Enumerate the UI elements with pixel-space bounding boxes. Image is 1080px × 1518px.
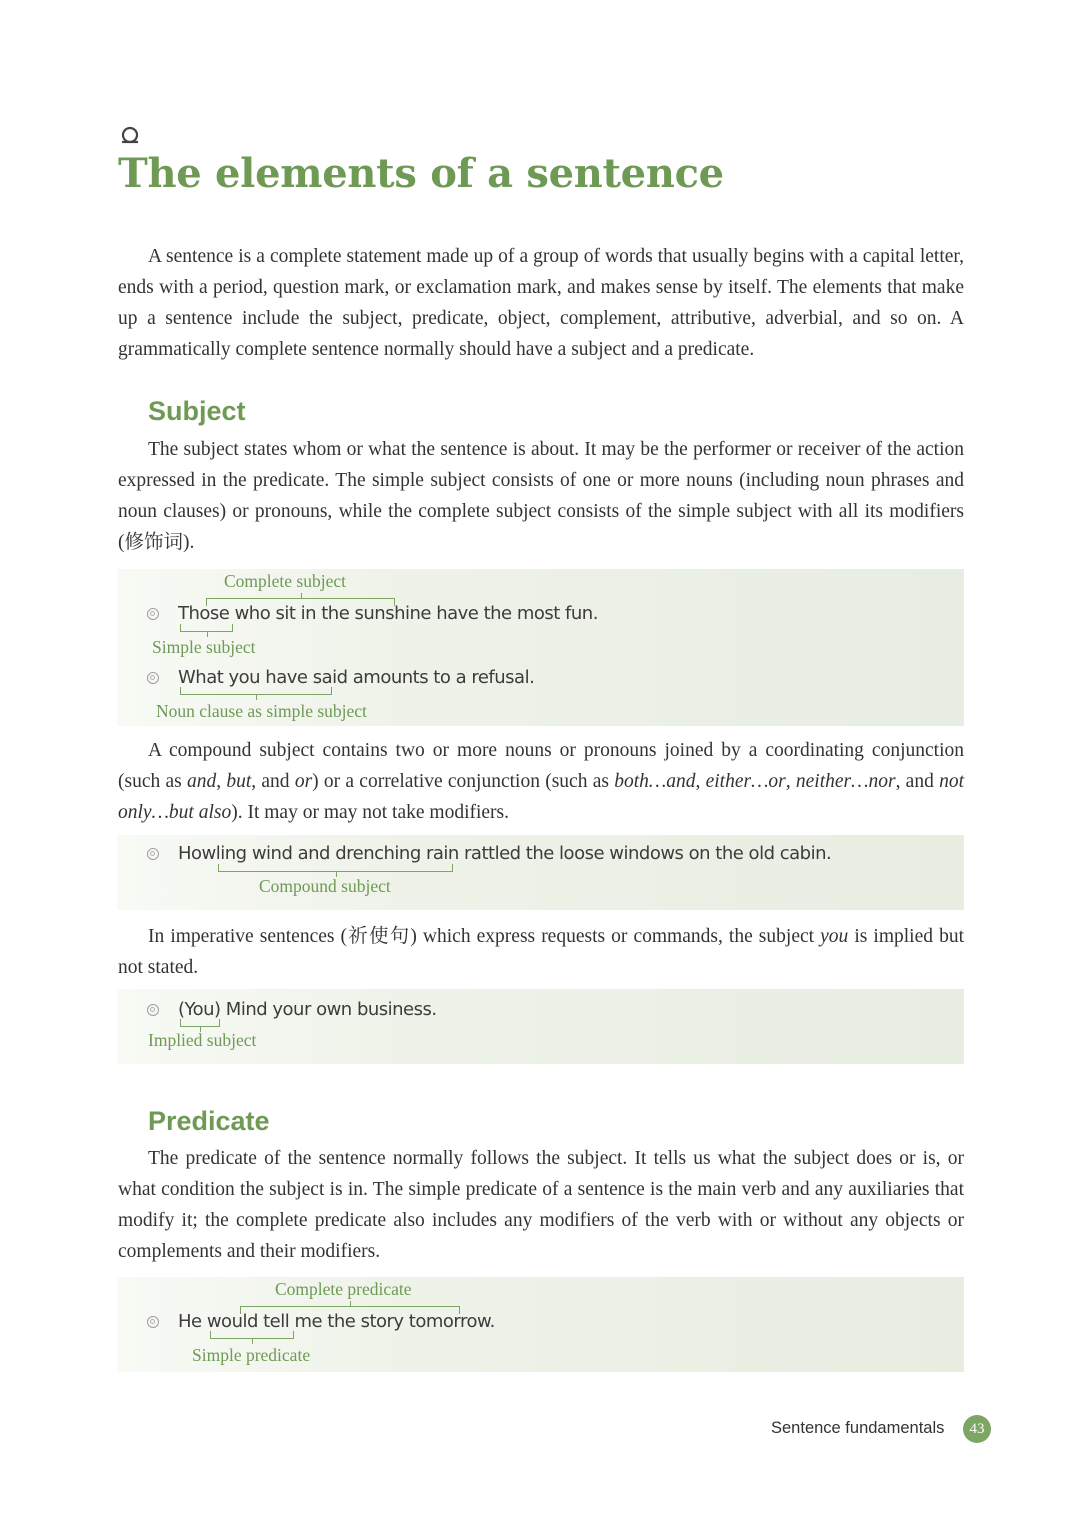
imperative-paragraph: In imperative sentences (祈使句) which express requests or commands, the subject you is implied but not stated. bbox=[118, 926, 965, 978]
example-sentence: Those who sit in the sunshine have the most fun. bbox=[178, 603, 598, 624]
example-bullet-icon bbox=[147, 1004, 159, 1016]
simple-predicate-bracket bbox=[210, 1331, 294, 1339]
page-number: 43 bbox=[963, 1415, 991, 1443]
complete-predicate-label: Complete predicate bbox=[275, 1279, 412, 1299]
subject-heading: Subject bbox=[148, 396, 246, 426]
predicate-paragraph: The predicate of the sentence normally follows the subject. It tells us what the subject does or is, or what condition the subject is in. The simple predicate of a sentence is the main verb and any auxiliaries that modify it; the complete predicate also includes any modifiers of the verb with or without any objects or complements and their modifiers. bbox=[118, 1148, 964, 1262]
subject-paragraph: The subject states whom or what the sentence is about. It may be the performer or receiver of the action expressed in the predicate. The simple subject consists of one or more nouns (including noun phrases and noun clauses) or pronouns, while the complete subject consists of the simple subject with all its modifiers (修饰词). bbox=[118, 439, 964, 553]
example-sentence: He would tell me the story tomorrow. bbox=[178, 1311, 495, 1332]
noun-clause-bracket bbox=[180, 687, 332, 695]
example-bullet-icon bbox=[147, 1316, 159, 1328]
compound-subject-bracket bbox=[218, 864, 453, 872]
example-bullet-icon bbox=[147, 848, 159, 860]
example-sentence: What you have said amounts to a refusal. bbox=[178, 667, 535, 688]
simple-subject-label: Simple subject bbox=[152, 637, 256, 657]
footer-section-title: Sentence fundamentals bbox=[771, 1419, 945, 1437]
example-sentence: Howling wind and drenching rain rattled the loose windows on the old cabin. bbox=[178, 843, 832, 864]
compound-subject-paragraph: A compound subject contains two or more nouns or pronouns joined by a coordinating conjunction (such as and, but, and or) or a correlative conjunction (such as both…and, either…or, neither…nor, and not only…but also). It may or may not take modifiers. bbox=[118, 740, 965, 823]
simple-subject-bracket bbox=[180, 624, 233, 632]
complete-subject-label: Complete subject bbox=[224, 571, 346, 591]
page-title: The elements of a sentence bbox=[118, 150, 724, 197]
example-bullet-icon bbox=[147, 672, 159, 684]
implied-subject-label: Implied subject bbox=[148, 1030, 257, 1050]
example-bullet-icon bbox=[147, 608, 159, 620]
intro-paragraph: A sentence is a complete statement made up of a group of words that usually begins with a capital letter, ends with a period, question mark, or exclamation mark, and makes sense by itself. The elements that make up a sentence include the subject, predicate, object, complement, attributive, adverbial, and so on. A grammatically complete sentence normally should have a subject and a predicate. bbox=[118, 246, 964, 360]
title-ornament-icon bbox=[118, 126, 144, 144]
predicate-heading: Predicate bbox=[148, 1106, 270, 1136]
example-sentence: (You) Mind your own business. bbox=[178, 999, 437, 1020]
implied-subject-bracket bbox=[180, 1019, 220, 1027]
compound-subject-label: Compound subject bbox=[259, 876, 391, 896]
simple-predicate-label: Simple predicate bbox=[192, 1345, 311, 1365]
noun-clause-label: Noun clause as simple subject bbox=[156, 701, 367, 721]
